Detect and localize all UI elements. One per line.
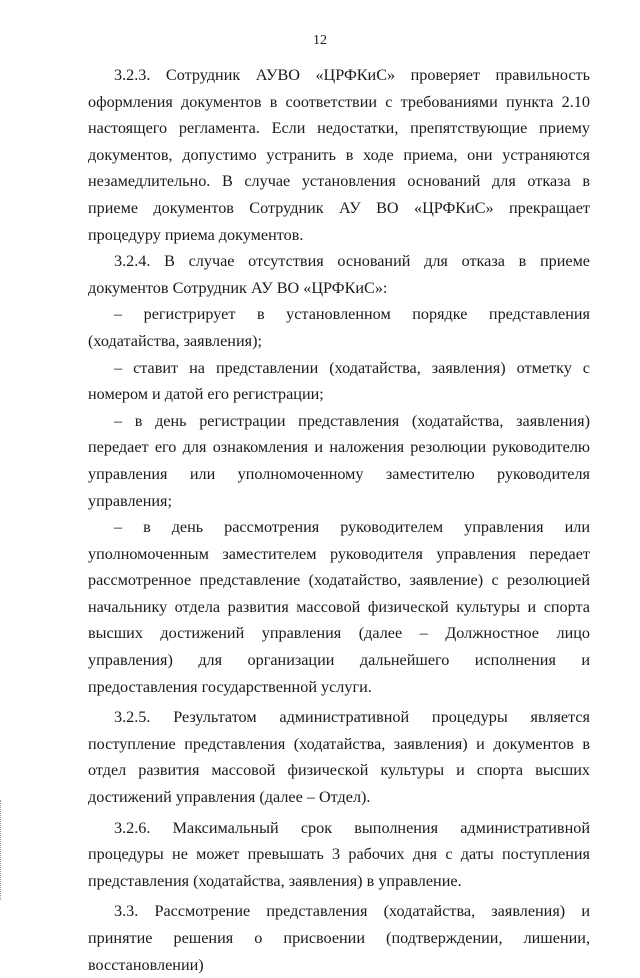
document-body — [88, 62, 590, 978]
list-item-register: – регистрирует в установленном порядке представления (ходатайства, заявления); — [88, 305, 590, 350]
list-item-transfer-for-resolution: – в день регистрации представления (ходатайства, заявления) передает его для ознакомления и наложения резолюции руководителю управления или уполномоченному заместителю руководителя управления; — [88, 411, 590, 510]
paragraph-3-2-3: 3.2.3. Сотрудник АУВО «ЦРФКиС» проверяет правильность оформления документов в соответствии с требованиями пункта 2.10 настоящего регламента. Если недостатки, препятствующие приему документов, допустимо устранить в ходе приема, они устраняются незамедлительно. В случае установления оснований для отказа в приеме документов Сотрудник АУ ВО «ЦРФКиС» прекращает процедуру приема документов. — [88, 66, 590, 244]
list-item-transfer-to-department: – в день рассмотрения руководителем управления или уполномоченным заместителем руководителя управления передает рассмотренное представление (ходатайство, заявление) с резолюцией начальнику отдела развития массовой физической культуры и спорта высших достижений управления (далее – Должностное лицо управления) для организации дальнейшего исполнения и предоставления государственной услуги. — [88, 518, 590, 696]
paragraph-3-2-6: 3.2.6. Максимальный срок выполнения административной процедуры не может превышать 3 рабочих дня с даты поступления представления (ходатайства, заявления) в управление. — [88, 818, 590, 890]
paragraph-3-3: 3.3. Рассмотрение представления (ходатайства, заявления) и принятие решения о присвоении (подтверждении, лишении, восстановлении) — [88, 902, 590, 974]
page-number: 12 — [313, 33, 327, 48]
paragraph-3-2-5: 3.2.5. Результатом административной процедуры является поступление представления (ходатайства, заявления) и документов в отдел развития массовой физической культуры и спорта высших достижений управления (далее – Отдел). — [88, 708, 590, 807]
scan-edge-mark — [0, 800, 5, 900]
list-item-mark: – ставит на представлении (ходатайства, заявления) отметку с номером и датой его регистрации; — [88, 358, 590, 404]
paragraph-3-2-4: 3.2.4. В случае отсутствия оснований для отказа в приеме документов Сотрудник АУ ВО «ЦРФКиС»: — [88, 252, 590, 297]
